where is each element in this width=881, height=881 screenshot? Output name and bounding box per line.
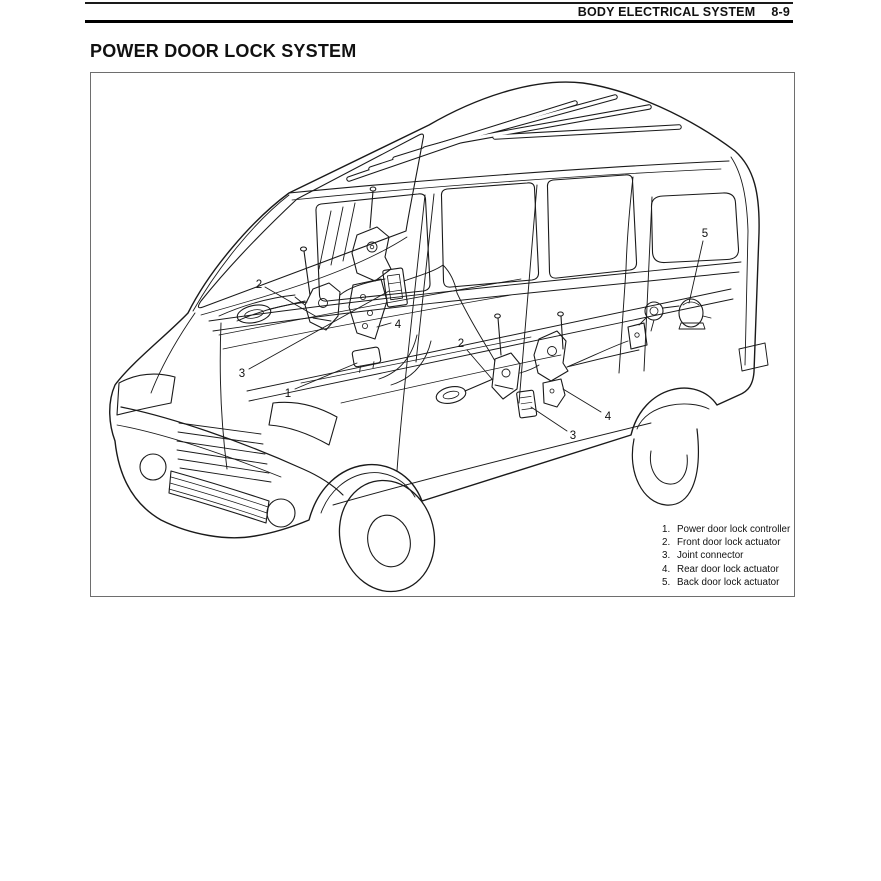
- back-door-lock-group: [567, 299, 711, 367]
- legend-item: [662, 563, 790, 576]
- fog-lamp-right: [267, 499, 295, 527]
- slide-door-lock-group: [435, 312, 639, 418]
- callout-front-joint-connector: 3: [238, 368, 246, 380]
- front-door-window: [316, 194, 430, 301]
- a-pillar-vents: [319, 203, 355, 269]
- quarter-window: [547, 175, 636, 278]
- legend-item-label: Front door lock actuator: [677, 537, 781, 549]
- legend-item-label: Joint connector: [677, 550, 744, 562]
- slide-door-window: [441, 183, 538, 287]
- legend: [662, 523, 790, 589]
- door-handle-front: [236, 301, 305, 326]
- callout-front-rear-actuator: 4: [394, 319, 402, 331]
- legend-item-number: 1.: [662, 524, 671, 535]
- page-title: POWER DOOR LOCK SYSTEM: [90, 41, 357, 61]
- diagram-box: [90, 72, 795, 597]
- header-section-title: BODY ELECTRICAL SYSTEM: [577, 5, 756, 19]
- legend-item: [662, 523, 790, 536]
- callout-front-door-actuator: 2: [255, 279, 263, 291]
- hood-lines: [151, 313, 195, 393]
- power-door-lock-controller: [352, 347, 382, 373]
- wipers: [219, 295, 307, 321]
- front-rear-door-lock-actuator: [349, 187, 391, 339]
- legend-item: [662, 549, 790, 562]
- rear-corner-window: [651, 193, 738, 263]
- legend-item-label: Back door lock actuator: [677, 576, 780, 588]
- headlights: [117, 374, 337, 445]
- rear-wheel: [632, 404, 709, 505]
- legend-item-number: 3.: [662, 550, 671, 562]
- back-door-striker: [628, 323, 647, 349]
- legend-item-label: Power door lock controller: [677, 524, 791, 535]
- legend-item-label: Rear door lock actuator: [677, 563, 779, 575]
- door-handle-slide: [435, 379, 493, 406]
- callout-controller: 1: [284, 388, 292, 400]
- callout-slide-door-actuator: 2: [457, 338, 465, 350]
- legend-item-number: 5.: [662, 576, 671, 588]
- legend-item: [662, 576, 790, 589]
- front-wheel: [321, 470, 446, 598]
- legend-item-number: 2.: [662, 537, 671, 549]
- callout-back-door-actuator: 5: [701, 228, 709, 240]
- motion-arcs: [379, 335, 431, 385]
- body-side-lines: [209, 177, 768, 505]
- front-grille: [177, 423, 271, 482]
- header-rule: [85, 20, 793, 23]
- back-door-lock-actuator: [679, 299, 711, 329]
- slide-door-lock-actuator: [492, 314, 520, 399]
- legend-item-number: 4.: [662, 563, 671, 575]
- fog-lamp-left: [140, 454, 166, 480]
- page-number: 8-9: [771, 5, 790, 19]
- van-diagram: [91, 73, 796, 598]
- legend-item: [662, 536, 790, 549]
- callout-slide-rear-actuator: 4: [604, 411, 612, 423]
- side-windows: [316, 175, 739, 301]
- page-header: [85, 5, 790, 19]
- top-rule: [85, 2, 793, 4]
- callout-slide-joint-connector: 3: [569, 430, 577, 442]
